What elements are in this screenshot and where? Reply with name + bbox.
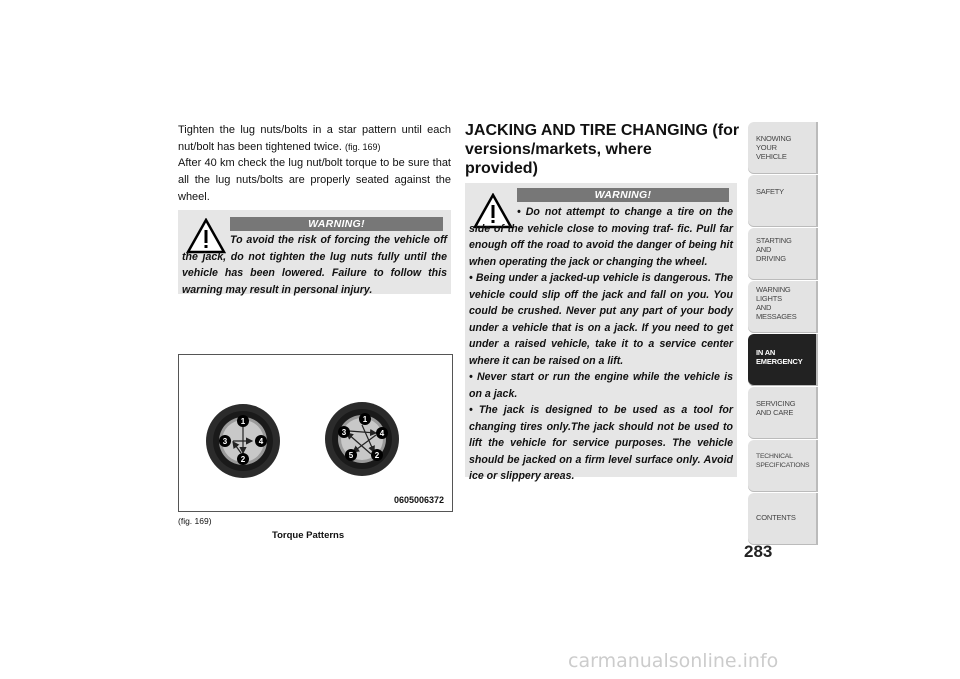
warning-text-left: To avoid the risk of forcing the vehicle off the jack, do not tighten the lug nuts fully until the vehicle has been lowered. Failure to follow this warning may result in personal injury. bbox=[182, 234, 447, 296]
svg-text:3: 3 bbox=[222, 437, 228, 446]
svg-text:1: 1 bbox=[240, 417, 246, 426]
tab-knowing-your-vehicle[interactable]: KNOWING YOUR VEHICLE bbox=[748, 122, 818, 174]
svg-text:5: 5 bbox=[348, 451, 354, 460]
page-number: 283 bbox=[744, 542, 773, 561]
warning-item-moving-traffic: • Do not attempt to change a tire on the side of the vehicle close to moving traf- fic. Pull far enough off the road to avoid the danger of being hit when operating the jack or changing the wheel. bbox=[469, 206, 733, 268]
four-lug-wheel-icon bbox=[206, 404, 280, 478]
svg-text:2: 2 bbox=[374, 451, 380, 460]
torque-pattern-illustration bbox=[179, 355, 452, 511]
warning-item-jack-purpose: • The jack is designed to be used as a tool for changing tires only.The jack should not be used to lift the vehicle for service purposes. The vehicle should be jacked on a firm level surface only. Avoid ice or slippery areas. bbox=[469, 404, 733, 482]
warning-item-engine: • Never start or run the engine while the vehicle is on a jack. bbox=[469, 371, 733, 400]
torque-patterns-figure bbox=[178, 354, 453, 512]
paragraph-check-torque: After 40 km check the lug nut/bolt torque to be sure that all the lug nuts/bolts are properly seated against the wheel. bbox=[178, 157, 451, 203]
figure-reference: (fig. 169) bbox=[344, 142, 381, 152]
warning-text-right bbox=[469, 204, 733, 485]
svg-text:4: 4 bbox=[258, 437, 264, 446]
section-heading: JACKING AND TIRE CHANGING (for versions/markets, where provided) bbox=[465, 122, 740, 177]
tab-servicing-and-care[interactable]: SERVICING AND CARE bbox=[748, 387, 818, 439]
figure-caption: Torque Patterns bbox=[272, 530, 345, 541]
warning-box-left bbox=[178, 210, 451, 294]
svg-text:4: 4 bbox=[379, 429, 385, 438]
svg-text:1: 1 bbox=[362, 415, 368, 424]
tab-starting-and-driving[interactable]: STARTING AND DRIVING bbox=[748, 228, 818, 280]
warning-title-right: WARNING! bbox=[517, 188, 729, 202]
tab-technical-specifications[interactable]: TECHNICAL SPECIFICATIONS bbox=[748, 440, 818, 492]
five-lug-wheel-icon bbox=[325, 402, 399, 476]
tab-in-an-emergency[interactable]: IN AN EMERGENCY bbox=[748, 334, 818, 386]
svg-text:3: 3 bbox=[341, 428, 347, 437]
paragraph-tighten-text: Tighten the lug nuts/bolts in a star pattern until each nut/bolt has been tightened twice. bbox=[178, 124, 451, 153]
watermark: carmanualsonline.info bbox=[568, 650, 779, 672]
chapter-tabs bbox=[748, 122, 818, 546]
tab-warning-lights[interactable]: WARNING LIGHTS AND MESSAGES bbox=[748, 281, 818, 333]
figure-code: 0605006372 bbox=[393, 495, 444, 505]
warning-box-right bbox=[465, 183, 737, 482]
warning-title-left: WARNING! bbox=[230, 217, 443, 231]
tab-safety[interactable]: SAFETY bbox=[748, 175, 818, 227]
tab-contents[interactable]: CONTENTS bbox=[748, 493, 818, 545]
figure-label: (fig. 169) bbox=[178, 516, 212, 526]
paragraph-tighten bbox=[178, 122, 451, 156]
svg-text:2: 2 bbox=[240, 455, 246, 464]
warning-item-jacked-vehicle: • Being under a jacked-up vehicle is dangerous. The vehicle could slip off the jack and fall on you. You could be crushed. Never put any part of your body under a vehicle that is on a jack. If you need to get under a raised vehicle, take it to a service center where it can be raised on a lift. bbox=[469, 272, 733, 367]
